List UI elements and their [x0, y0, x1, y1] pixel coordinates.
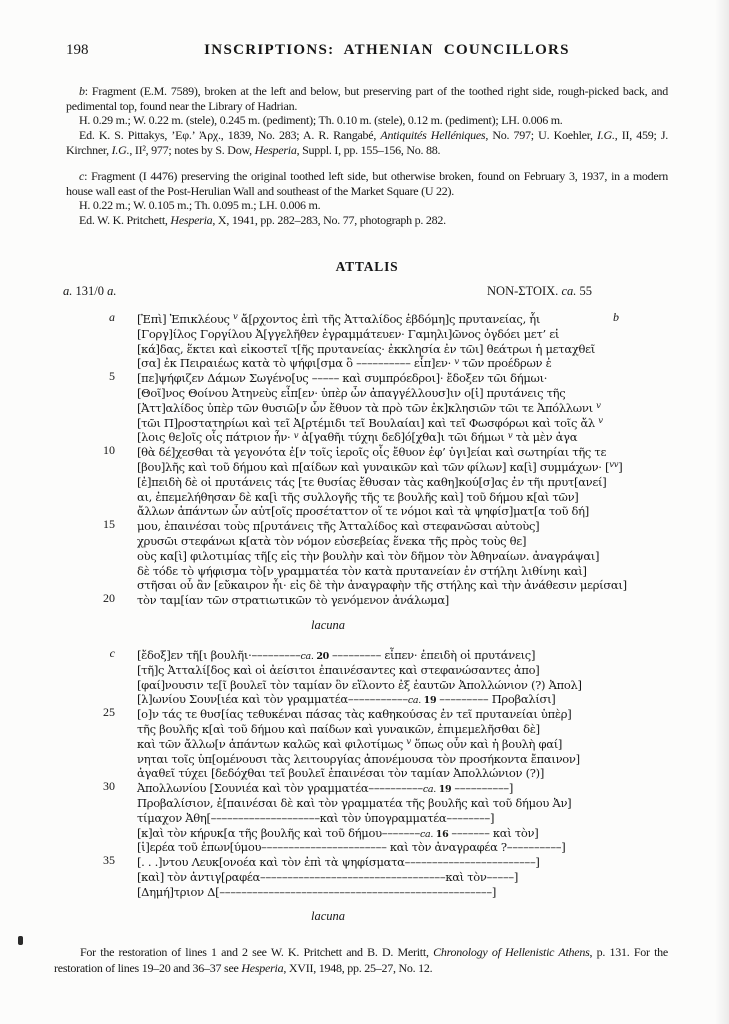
- greek-line-text: Ἀπολλωνίου [Σουνιέα καὶ τὸν γραμματέα––––––––––ca. 19 ––––––––––]: [137, 781, 514, 796]
- greek-line: [95, 399, 715, 414]
- greek-line: [95, 824, 715, 839]
- greek-line-text: δὲ τόδε τὸ ψήφισμα τὸ[ν γραμματέα τὸν κατὰ πρυτανείαν ἐν στήληι λιθίνηι καὶ]: [137, 563, 587, 578]
- greek-line: [95, 883, 715, 898]
- fragment-c-dimensions: H. 0.22 m.; W. 0.105 m.; Th. 0.095 m.; LH. 0.006 m.: [79, 198, 321, 213]
- greek-line-text: [ἐ]πειδὴ δὲ οἱ πρυτάνεις τάς [τε θυσίας ἔθυσαν τὰς καθη]κού[σ]ας ἐν τῆι πρυτ[ανεί]: [137, 474, 607, 489]
- greek-line-text: οὺς κα[ὶ] φιλοτιμίας τῆ[ς εἰς τὴν βουλὴν καὶ τὸν δῆμον τὸν Ἀθηναίων. ἀναγράψαι]: [137, 548, 600, 563]
- greek-line: [95, 369, 715, 384]
- fragment-b-description: b: Fragment (E.M. 7589), broken at the left and below, but preserving part of the toothed right side, rough-picked back, and pedimental top, found near the Library of Hadrian.: [66, 84, 668, 113]
- column-label: c: [109, 645, 115, 660]
- date-label: a. 131/0 a.: [63, 284, 117, 298]
- scan-speck: [18, 936, 23, 945]
- greek-line-text: [ἔδοξ]εν τῆ[ι βουλῆι·–––––––––ca. 20 ––––––––– εἶπεν· ἐπειδὴ οἱ πρυτάνεις]: [137, 647, 536, 662]
- page-number: 198: [66, 42, 89, 58]
- greek-line: [95, 764, 715, 779]
- greek-line-text: νηται τοῖς ὑπ[ομένουσι τὰς λειτουργίας ἀπονέμουσα τὸν προσήκοντα ἔπαινον]: [137, 751, 580, 766]
- greek-line-text: στῆσαι οὗ ἂν [εὔκαιρον ἦι· εἰς δὲ τὴν ἀναγραφὴν τῆς στήλης καὶ τὴν ἀνάθεσιν μερίσαι]: [137, 578, 627, 593]
- greek-line: [95, 547, 715, 562]
- line-number: 15: [103, 517, 115, 532]
- greek-line-text: [. . .]ντου Λευκ[ονοέα καὶ τὸν ἐπὶ τὰ ψηφίσματα––––––––––––––––––––––––]: [137, 855, 540, 870]
- lacuna-label: lacuna: [311, 617, 346, 632]
- fragment-c-section: [66, 169, 668, 228]
- greek-text-block: [95, 310, 715, 937]
- greek-line: [95, 576, 715, 591]
- greek-line-text: [λοις θε]οῖς οἷς πάτριον ἦν· $^v$ ἀ[γαθῆι τύχηι δεδ]ό[χθα]ι τῶι δήμωι $^v$ τὰ μὲν ἀγα: [137, 430, 578, 445]
- greek-line-text: [ἱ]ερέα τοῦ ἐπων[ύμου––––––––––––––––––––––– καὶ τὸν ἀναγραφέα ?––––––––––]: [137, 840, 566, 855]
- column-label-right: b: [613, 310, 619, 324]
- greek-line: [95, 591, 715, 606]
- greek-line-text: [βου]λῆς καὶ τοῦ δήμου καὶ π[αίδων καὶ γυναικῶν καὶ τῶν φίλων] κα[ὶ] συμμάχων· [$^{vv}$]: [137, 459, 623, 474]
- greek-line: [95, 794, 715, 809]
- greek-line: [95, 428, 715, 443]
- greek-line-text: τίμαχον Ἀθη[––––––––––––––––––––καὶ τὸν ὑπογραμματέα––––––––]: [137, 810, 495, 825]
- line-number: 20: [103, 591, 115, 606]
- greek-line: [95, 325, 715, 340]
- greek-line: [95, 502, 715, 517]
- greek-line-text: [κά]δας, ἕκτει καὶ εἰκοστεῖ τ[ῆς πρυτανείας· ἐκκλησία ἐν τῶι] θεάτρωι ἡ μεταχθεῖ: [137, 341, 595, 356]
- line-number: 30: [103, 779, 115, 794]
- greek-line: [95, 473, 715, 488]
- fragment-b-editions: Ed. K. S. Pittakys, ’Εφ.’ Ἀρχ., 1839, No. 283; A. R. Rangabé, Antiquités Helléniques, No. 797; U. Koehler, I.G., II, 459; J. Kirchner, I.G., II², 977; notes by S. Dow, Hesperia, Suppl. I, pp. 155–156, No. 88.: [66, 128, 668, 157]
- greek-line-text: τῆς βουλῆς κ[αὶ τοῦ δήμου καὶ παίδων καὶ γυναικῶν, ἐπιμεμελῆσθαι δὲ]: [137, 721, 540, 736]
- line-number: 5: [109, 369, 115, 384]
- greek-line: [95, 443, 715, 458]
- greek-line-text: μου, ἐπαινέσαι τοὺς π[ρυτάνεις τῆς Ἀτταλίδος καὶ στεφανῶσαι αὐτοὺς]: [137, 519, 540, 534]
- greek-line: [95, 853, 715, 868]
- greek-line: [95, 779, 715, 794]
- running-header: [66, 42, 668, 62]
- greek-line-text: [Δημή]τριον Δ[––––––––––––––––––––––––––––––––––––––––––––––––––]: [137, 884, 497, 899]
- greek-line: [95, 562, 715, 577]
- greek-line: [95, 532, 715, 547]
- greek-line-text: [Θοῖ]νος Θοίνου Ἀτηνεὺς εἶπ[εν· ὑπὲρ ὧν ἀπαγγέλλουσ]ιν ο[ἱ] πρυτάνεις τῆς: [137, 385, 566, 400]
- greek-line: [95, 720, 715, 735]
- line-number: 35: [103, 853, 115, 868]
- line-number: 10: [103, 443, 115, 458]
- greek-line: [95, 690, 715, 705]
- fragment-c-editions: Ed. W. K. Pritchett, Hesperia, X, 1941, pp. 282–283, No. 77, photograph p. 282.: [79, 213, 446, 228]
- greek-line: [95, 809, 715, 824]
- greek-line: [95, 517, 715, 532]
- lacuna-label: lacuna: [311, 909, 346, 924]
- greek-line: [95, 735, 715, 750]
- inscription-subheader: [63, 284, 592, 299]
- fragment-b-dimensions: H. 0.29 m.; W. 0.22 m. (stele), 0.245 m. (pediment); Th. 0.10 m. (stele), 0.12 m. (pediment); LH. 0.006 m.: [79, 113, 563, 128]
- greek-line-text: καὶ τῶν ἄλλω[ν ἁπάντων καλῶς καὶ φιλοτίμως $^v$ ὅπως οὖν καὶ ἡ βουλὴ φαί]: [137, 736, 563, 751]
- greek-line-text: [θὰ δέ]χεσθαι τὰ γεγονότα ἐ[ν τοῖς ἱεροῖς οἷς ἔθυον ἐφ’ ὑγι]είαι καὶ σωτηρίαι τῆς τε: [137, 445, 607, 460]
- greek-line-text: [κ]αὶ τὸν κήρυκ[α τῆς βουλῆς καὶ τοῦ δήμου–––––––ca. 16 ––––––– καὶ τὸν]: [137, 825, 539, 840]
- line-number: 25: [103, 705, 115, 720]
- page-title: INSCRIPTIONS: ATHENIAN COUNCILLORS: [204, 42, 570, 58]
- greek-line: [95, 676, 715, 691]
- greek-line-text: ἀγαθεῖ τύχει [δεδόχθαι τεῖ βουλεῖ ἐπαινέσαι τὸν ταμίαν Ἀπολλώνιον (?)]: [137, 766, 545, 781]
- greek-line: [95, 868, 715, 883]
- page-edge-shadow: [715, 0, 729, 1024]
- greek-line-text: αι, ἐπεμελήθησαν δὲ κα[ὶ τῆς συλλογῆς τῆς τε βουλῆς καὶ] τοῦ δήμου κ[αὶ τῶν]: [137, 489, 579, 504]
- greek-line: [95, 310, 715, 325]
- greek-line-text: [σα] ἐκ Πειραιέως κατὰ τὸ ψήφι[σμα ὃ –––––––––– εἶπ]εν· $^v$ τῶν προέδρων ἐ: [137, 356, 552, 371]
- greek-line: [95, 354, 715, 369]
- greek-line-text: χρυσῶι στεφάνωι κ[ατὰ τὸν νόμον εὐσεβείας ἕνεκα τῆς πρὸς τοὺς θε]: [137, 533, 527, 548]
- greek-line: [95, 340, 715, 355]
- greek-line-text: τὸν ταμ[ίαν τῶν στρατιωτικῶν τὸ γενόμενον ἀνάλωμα]: [137, 593, 449, 608]
- greek-line-text: [ο]ν τάς τε θυσ[ίας τεθυκέναι πάσας τὰς καθηκούσας ἐν τεῖ πρυτανείαι ὑπὲρ]: [137, 707, 572, 722]
- inscription-heading: ATTALIS: [335, 259, 399, 274]
- greek-line: [95, 705, 715, 720]
- greek-line: [95, 458, 715, 473]
- greek-line: [95, 750, 715, 765]
- greek-line-text: ἄλλων ἁπάντων ὧν αὐτ[οῖς προσέταττον οἵ τε νόμοι καὶ τὰ ψηφίσ]ματ[α τοῦ δή]: [137, 504, 589, 519]
- column-label: a: [109, 310, 115, 324]
- footnote: For the restoration of lines 1 and 2 see W. K. Pritchett and B. D. Meritt, Chronology of Hellenistic Athens, p. 131. For the restoration of lines 19–20 and 36–37 see Hesperia, XVII, 1948, pp. 25–27, No. 12.: [54, 945, 668, 975]
- greek-line-text: [λ]ωνίου Σουν[ιέα καὶ τὸν γραμματέα–––––––––––ca. 19 ––––––––– Προβαλίσι]: [137, 692, 556, 707]
- greek-line-text: [Ἀττ]αλίδος ὑπὲρ τῶν θυσιῶ[ν ὧν ἔθυον τὰ πρὸ τῶν ἐκ]κλησιῶν τῶι τε Ἀπόλλωνι $^v$: [137, 400, 601, 415]
- greek-line-text: [Γοργ]ίλος Γοργίλου Ἀ[γγελῆθεν ἐγραμμάτευεν· Γαμηλι]ῶνος ὀγδόει μετ’ εἰ: [137, 326, 560, 341]
- greek-line: [95, 661, 715, 676]
- greek-line-text: [τῆ]ς Ἀτταλί[δος καὶ οἱ ἀείσιτοι ἐπαινέσαντες καὶ στεφανώσαντες ἀπο]: [137, 662, 540, 677]
- fragment-b-section: [66, 84, 668, 158]
- greek-line-text: Προβαλίσιον, ἐ[παινέσαι δὲ καὶ τὸν γραμματέα τῆς βουλῆς καὶ τοῦ δήμου Ἀν]: [137, 795, 572, 810]
- greek-line: [95, 414, 715, 429]
- greek-line-text: [καὶ] τὸν ἀντιγ[ραφέα––––––––––––––––––––––––––––––––––καὶ τὸν–––––]: [137, 869, 519, 884]
- greek-line-text: [πε]ψήφιζεν Δάμων Σωγένο[υς ––––– καὶ συμπρόεδροι]· ἔδοξεν τῶι δήμωι·: [137, 371, 548, 386]
- fragment-c-description: c: Fragment (I 4476) preserving the original toothed left side, but otherwise broken, found on February 3, 1937, in a modern house wall east of the Post-Herulian Wall and southeast of the Market Square (U 22).: [66, 169, 668, 198]
- stoichedon-label: ΝΟΝ-ΣΤΟΙΧ. ca. 55: [487, 284, 592, 298]
- greek-line-text: [τῶι Π]ροστατηρίωι καὶ τεῖ Ἀ[ρτέμιδι τεῖ Βουλαίαι] καὶ τεῖ Φωσφόρωι καὶ τοῖς ἄλ $^v$: [137, 415, 603, 430]
- greek-line: [95, 384, 715, 399]
- greek-line: [95, 488, 715, 503]
- greek-line-text: [φαί]νουσιν τε[ῖ βουλεῖ τὸν ταμίαν ὃν εἵλοντο ἐξ ἑαυτῶν Ἀπολλώνιον (?) Ἀπολ]: [137, 677, 582, 692]
- greek-line: [95, 838, 715, 853]
- greek-line-text: [Ἐπὶ] Ἐπικλέους $^v$ ἄ[ρχοντος ἐπὶ τῆς Ἀτταλίδος ἑβδόμη]ς πρυτανείας, ἧι: [137, 312, 541, 326]
- greek-line: [95, 646, 715, 661]
